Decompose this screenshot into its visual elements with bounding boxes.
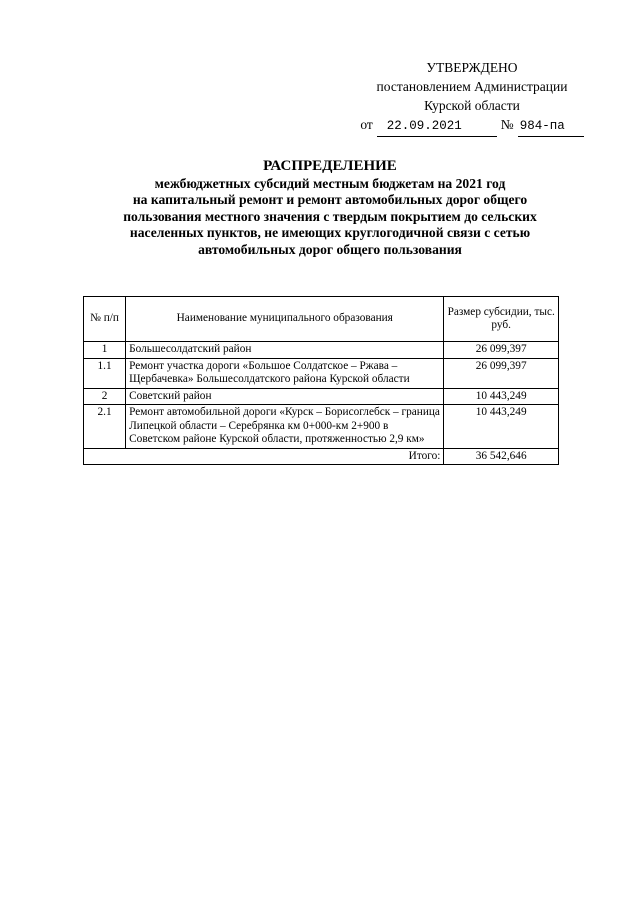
number-prefix: № — [500, 117, 514, 132]
approval-line-1: постановлением Администрации — [376, 79, 568, 94]
row-name: Ремонт участка дороги «Большое Солдатское – Ржава – Щербачевка» Большесолдатского района Курской области — [126, 358, 444, 388]
row-num: 2.1 — [84, 405, 126, 449]
row-amount: 10 443,249 — [444, 388, 559, 405]
table-row — [84, 342, 559, 359]
header-num: № п/п — [84, 297, 126, 342]
row-name: Большесолдатский район — [126, 342, 444, 359]
title-main: РАСПРЕДЕЛЕНИЕ — [263, 158, 397, 174]
approval-line-2: Курской области — [424, 98, 520, 113]
approval-heading: УТВЕРЖДЕНО — [426, 60, 518, 75]
row-name: Ремонт автомобильной дороги «Курск – Борисоглебск – граница Липецкой области – Серебрянка км 0+000-км 2+900 в Советском районе Курской области, протяженностью 2,9 км» — [126, 405, 444, 449]
approval-stamp — [352, 58, 592, 137]
total-label: Итого: — [84, 448, 444, 465]
row-num: 2 — [84, 388, 126, 405]
row-amount: 26 099,397 — [444, 342, 559, 359]
document-title — [88, 158, 572, 258]
approval-date: 22.09.2021 — [377, 117, 497, 137]
row-name: Советский район — [126, 388, 444, 405]
row-amount: 10 443,249 — [444, 405, 559, 449]
table-row — [84, 388, 559, 405]
title-line-4: населенных пунктов, не имеющих круглогодичной связи с сетью — [129, 225, 531, 240]
subsidies-table — [83, 296, 559, 465]
table-row — [84, 358, 559, 388]
header-name: Наименование муниципального образования — [126, 297, 444, 342]
row-num: 1 — [84, 342, 126, 359]
title-line-2: на капитальный ремонт и ремонт автомобильных дорог общего — [132, 192, 528, 207]
title-line-5: автомобильных дорог общего пользования — [198, 241, 462, 257]
title-line-1: межбюджетных субсидий местным бюджетам на 2021 год — [154, 175, 506, 191]
approval-number: 984-па — [518, 117, 584, 137]
table-header-row — [84, 297, 559, 342]
approval-date-line — [352, 115, 592, 137]
total-amount: 36 542,646 — [444, 448, 559, 465]
row-amount: 26 099,397 — [444, 358, 559, 388]
date-prefix: от — [360, 117, 373, 132]
row-num: 1.1 — [84, 358, 126, 388]
table-row — [84, 405, 559, 449]
header-amount: Размер субсидии, тыс. руб. — [444, 297, 559, 342]
table-total-row — [84, 448, 559, 465]
title-line-3: пользования местного значения с твердым покрытием до сельских — [123, 208, 537, 224]
